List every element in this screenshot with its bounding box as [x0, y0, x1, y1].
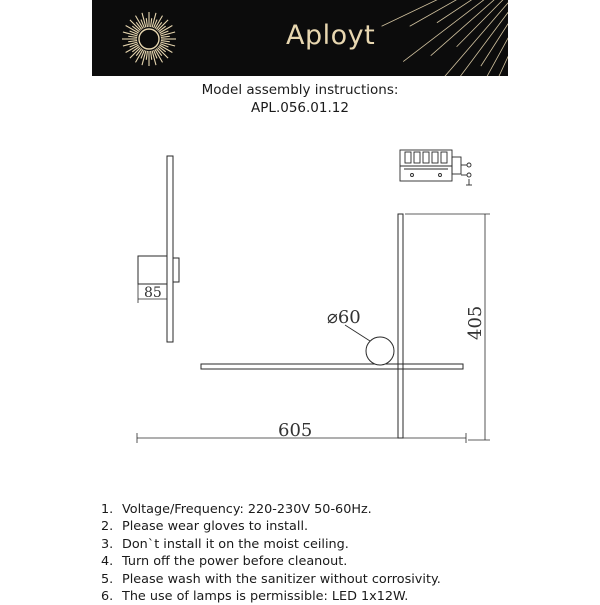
vertical-bar [398, 214, 403, 438]
instruction-number: 1. [101, 502, 114, 517]
instruction-item [101, 588, 441, 605]
side-view-mount [138, 256, 167, 284]
height-dimension-label: 405 [465, 305, 486, 340]
instruction-text: Turn off the power before cleanout. [122, 554, 348, 570]
brand-name: Aployt [286, 20, 376, 51]
instruction-item [101, 501, 441, 518]
depth-dimension-label: 85 [144, 285, 162, 301]
instruction-number: 2. [101, 519, 114, 535]
document-title: Model assembly instructions: [201, 82, 399, 98]
instruction-item [101, 518, 441, 535]
instruction-text: Voltage/Frequency: 220-230V 50-60Hz. [122, 502, 372, 517]
instruction-number: 3. [101, 536, 114, 552]
lamp-disc [366, 337, 394, 365]
model-code: APL.056.01.12 [251, 100, 349, 116]
instruction-list [101, 501, 441, 605]
instruction-text: Please wear gloves to install. [122, 519, 309, 535]
instruction-number: 6. [101, 589, 114, 605]
instruction-number: 5. [101, 571, 114, 587]
width-dimension-label: 605 [278, 420, 313, 441]
side-view-bar [167, 156, 173, 342]
diameter-dimension-label: ⌀60 [327, 307, 361, 328]
side-view-cap [173, 258, 179, 282]
instruction-text: The use of lamps is permissible: LED 1x12W. [122, 589, 409, 605]
instruction-text: Don`t install it on the moist ceiling. [122, 536, 349, 552]
instruction-number: 4. [101, 554, 114, 570]
instruction-item [101, 536, 441, 553]
instruction-item [101, 571, 441, 588]
instruction-item [101, 553, 441, 570]
terminal-block [400, 150, 472, 185]
side-view [138, 156, 179, 342]
instruction-text: Please wash with the sanitizer without corrosivity. [122, 571, 441, 587]
horizontal-bar [201, 364, 463, 369]
